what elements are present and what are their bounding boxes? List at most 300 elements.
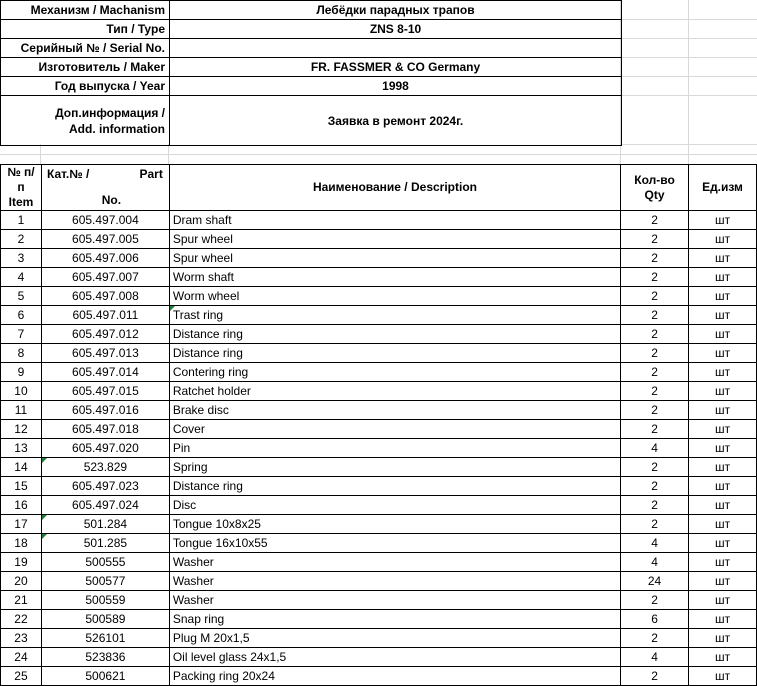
- cell-text: 2: [651, 669, 658, 683]
- quantity-cell[interactable]: [621, 325, 689, 344]
- cell-text: 5: [17, 289, 25, 303]
- cell-text: 605.497.005: [72, 232, 139, 246]
- part-number-cell[interactable]: [41, 458, 169, 477]
- cell-text: 1: [17, 213, 25, 227]
- item-number-cell[interactable]: [1, 249, 42, 268]
- table-row: [1, 268, 757, 287]
- header-info-label[interactable]: Изготовитель / Maker: [1, 58, 170, 77]
- item-number-cell[interactable]: [1, 268, 42, 287]
- header-info-row: [1, 20, 622, 39]
- cell-text: 6: [651, 612, 658, 626]
- unit-cell[interactable]: [689, 268, 757, 287]
- unit-cell[interactable]: [689, 439, 757, 458]
- table-row: [1, 382, 757, 401]
- cell-text: 2: [651, 403, 658, 417]
- description-cell[interactable]: [169, 344, 620, 363]
- part-number-cell[interactable]: [41, 591, 169, 610]
- unit-cell[interactable]: [689, 515, 757, 534]
- cell-text: 523.829: [83, 460, 128, 474]
- col-unit-header[interactable]: Ед.изм: [689, 165, 757, 211]
- cell-text: 2: [651, 270, 658, 284]
- unit-cell[interactable]: [689, 306, 757, 325]
- cell-text: 4: [651, 555, 658, 569]
- unit-cell[interactable]: [689, 496, 757, 515]
- cell-text: 25: [14, 669, 28, 683]
- part-number-cell[interactable]: [41, 496, 169, 515]
- description-cell[interactable]: [169, 439, 620, 458]
- quantity-cell[interactable]: [621, 382, 689, 401]
- quantity-cell[interactable]: [621, 306, 689, 325]
- cell-text: Oil level glass 24x1,5: [172, 650, 287, 664]
- part-number-cell[interactable]: [41, 667, 169, 686]
- cell-text: шт: [714, 574, 731, 588]
- item-number-cell[interactable]: [1, 534, 42, 553]
- quantity-cell[interactable]: [621, 648, 689, 667]
- quantity-cell[interactable]: [621, 249, 689, 268]
- quantity-cell[interactable]: [621, 629, 689, 648]
- unit-cell[interactable]: [689, 458, 757, 477]
- description-cell[interactable]: [169, 477, 620, 496]
- cell-text: шт: [714, 517, 731, 531]
- cell-text: 605.497.018: [72, 422, 139, 436]
- cell-text: 24: [647, 574, 662, 588]
- description-cell[interactable]: [169, 534, 620, 553]
- unit-cell[interactable]: [689, 534, 757, 553]
- part-number-cell[interactable]: [41, 401, 169, 420]
- cell-text: шт: [714, 232, 731, 246]
- unit-cell[interactable]: [689, 230, 757, 249]
- cell-text: 500555: [85, 555, 126, 569]
- cell-text: 8: [17, 346, 25, 360]
- quantity-cell[interactable]: [621, 572, 689, 591]
- cell-text: 16: [14, 498, 28, 512]
- cell-text: 7: [17, 327, 25, 341]
- cell-text: 605.497.007: [72, 270, 139, 284]
- unit-cell[interactable]: [689, 572, 757, 591]
- quantity-cell[interactable]: [621, 496, 689, 515]
- description-cell[interactable]: [169, 382, 620, 401]
- table-row: [1, 496, 757, 515]
- unit-cell[interactable]: [689, 648, 757, 667]
- part-number-cell[interactable]: [41, 382, 169, 401]
- item-number-cell[interactable]: [1, 515, 42, 534]
- table-row: [1, 363, 757, 382]
- cell-text: 19: [14, 555, 28, 569]
- cell-text: шт: [714, 270, 731, 284]
- table-row: [1, 458, 757, 477]
- quantity-cell[interactable]: [621, 534, 689, 553]
- cell-text: 6: [17, 308, 25, 322]
- item-number-cell[interactable]: [1, 496, 42, 515]
- cell-text: шт: [714, 289, 731, 303]
- header-info-label[interactable]: Год выпуска / Year: [1, 77, 170, 96]
- description-cell[interactable]: [169, 268, 620, 287]
- cell-text: Contering ring: [172, 365, 249, 379]
- cell-text: 2: [651, 346, 658, 360]
- part-number-cell[interactable]: [41, 477, 169, 496]
- cell-text: 605.497.004: [72, 213, 139, 227]
- cell-text: шт: [714, 631, 731, 645]
- cell-text: Distance ring: [172, 327, 243, 341]
- cell-text: 2: [651, 631, 658, 645]
- col-description-header[interactable]: Наименование / Description: [169, 165, 620, 211]
- description-cell[interactable]: [169, 401, 620, 420]
- description-cell[interactable]: [169, 629, 620, 648]
- cell-text: 501.284: [83, 517, 128, 531]
- item-number-cell[interactable]: [1, 382, 42, 401]
- cell-text: шт: [714, 403, 731, 417]
- cell-text: 605.497.023: [72, 479, 139, 493]
- cell-text: шт: [714, 213, 731, 227]
- quantity-cell[interactable]: [621, 591, 689, 610]
- cell-text: 2: [651, 213, 658, 227]
- description-cell[interactable]: [169, 287, 620, 306]
- part-number-cell[interactable]: [41, 249, 169, 268]
- item-number-cell[interactable]: [1, 553, 42, 572]
- cell-text: шт: [714, 593, 731, 607]
- header-info-value[interactable]: Лебёдки парадных трапов: [170, 1, 622, 20]
- cell-text: 4: [17, 270, 25, 284]
- item-number-cell[interactable]: [1, 572, 42, 591]
- comment-marker-icon: [42, 534, 47, 539]
- cell-text: Distance ring: [172, 346, 243, 360]
- item-number-cell[interactable]: [1, 363, 42, 382]
- cell-text: 605.497.013: [72, 346, 139, 360]
- cell-text: 2: [651, 422, 658, 436]
- description-cell[interactable]: [169, 363, 620, 382]
- quantity-cell[interactable]: [621, 458, 689, 477]
- header-info-label[interactable]: Серийный № / Serial No.: [1, 39, 170, 58]
- quantity-cell[interactable]: [621, 401, 689, 420]
- cell-text: шт: [714, 384, 731, 398]
- cell-text: 4: [651, 536, 658, 550]
- part-number-cell[interactable]: [41, 610, 169, 629]
- parts-table: [0, 164, 757, 686]
- table-row: [1, 648, 757, 667]
- unit-cell[interactable]: [689, 477, 757, 496]
- part-number-cell[interactable]: [41, 648, 169, 667]
- col-qty-header[interactable]: Кол-во Qty: [621, 165, 689, 211]
- description-cell[interactable]: [169, 249, 620, 268]
- item-number-cell[interactable]: [1, 648, 42, 667]
- quantity-cell[interactable]: [621, 477, 689, 496]
- part-number-cell[interactable]: [41, 420, 169, 439]
- description-cell[interactable]: [169, 325, 620, 344]
- cell-text: Pin: [172, 441, 191, 455]
- cell-text: Spur wheel: [172, 251, 233, 265]
- comment-marker-icon: [42, 458, 47, 463]
- header-info-value[interactable]: [170, 39, 622, 58]
- cell-text: 2: [651, 384, 658, 398]
- part-number-cell[interactable]: [41, 230, 169, 249]
- table-row: [1, 230, 757, 249]
- description-cell[interactable]: [169, 667, 620, 686]
- cell-text: 2: [651, 593, 658, 607]
- part-number-cell[interactable]: [41, 306, 169, 325]
- cell-text: шт: [714, 422, 731, 436]
- description-cell[interactable]: [169, 306, 620, 325]
- cell-text: Spring: [172, 460, 208, 474]
- cell-text: шт: [714, 346, 731, 360]
- cell-text: Distance ring: [172, 479, 243, 493]
- item-number-cell[interactable]: [1, 439, 42, 458]
- cell-text: 605.497.016: [72, 403, 139, 417]
- item-number-cell[interactable]: [1, 325, 42, 344]
- quantity-cell[interactable]: [621, 363, 689, 382]
- cell-text: 500589: [85, 612, 126, 626]
- unit-cell[interactable]: [689, 344, 757, 363]
- cell-text: Worm shaft: [172, 270, 234, 284]
- item-number-cell[interactable]: [1, 230, 42, 249]
- unit-cell[interactable]: [689, 591, 757, 610]
- cell-text: 18: [14, 536, 28, 550]
- cell-text: шт: [714, 308, 731, 322]
- table-row: [1, 306, 757, 325]
- part-number-cell[interactable]: [41, 325, 169, 344]
- item-number-cell[interactable]: [1, 458, 42, 477]
- description-cell[interactable]: [169, 648, 620, 667]
- cell-text: 2: [651, 517, 658, 531]
- cell-text: Cover: [172, 422, 205, 436]
- unit-cell[interactable]: [689, 420, 757, 439]
- header-info-label[interactable]: Тип / Type: [1, 20, 170, 39]
- part-number-cell[interactable]: [41, 268, 169, 287]
- comment-marker-icon: [42, 515, 47, 520]
- cell-text: шт: [714, 365, 731, 379]
- unit-cell[interactable]: [689, 553, 757, 572]
- cell-text: шт: [714, 441, 731, 455]
- cell-text: Ratchet holder: [172, 384, 251, 398]
- cell-text: Washer: [172, 555, 214, 569]
- table-row: [1, 591, 757, 610]
- part-number-cell[interactable]: [41, 363, 169, 382]
- cell-text: 2: [651, 289, 658, 303]
- description-cell[interactable]: [169, 610, 620, 629]
- table-row: [1, 534, 757, 553]
- cell-text: шт: [714, 650, 731, 664]
- header-info-value[interactable]: FR. FASSMER & CO Germany: [170, 58, 622, 77]
- cell-text: 10: [14, 384, 28, 398]
- table-row: [1, 211, 757, 230]
- cell-text: Tongue 16x10x55: [172, 536, 268, 550]
- item-number-cell[interactable]: [1, 287, 42, 306]
- cell-text: 2: [651, 251, 658, 265]
- cell-text: 605.497.006: [72, 251, 139, 265]
- cell-text: Tongue 10x8x25: [172, 517, 261, 531]
- description-cell[interactable]: [169, 230, 620, 249]
- cell-text: 2: [651, 232, 658, 246]
- cell-text: 2: [651, 365, 658, 379]
- part-number-cell[interactable]: [41, 344, 169, 363]
- item-number-cell[interactable]: [1, 344, 42, 363]
- part-number-cell[interactable]: [41, 629, 169, 648]
- item-number-cell[interactable]: [1, 629, 42, 648]
- header-info-label[interactable]: Механизм / Machanism: [1, 1, 170, 20]
- table-row: [1, 344, 757, 363]
- quantity-cell[interactable]: [621, 439, 689, 458]
- cell-text: 11: [14, 403, 28, 417]
- additional-info-label[interactable]: Доп.информация / Add. information: [1, 96, 170, 146]
- header-info-value[interactable]: ZNS 8-10: [170, 20, 622, 39]
- cell-text: 2: [651, 327, 658, 341]
- cell-text: 605.497.008: [72, 289, 139, 303]
- cell-text: 9: [17, 365, 25, 379]
- header-info-row: [1, 77, 622, 96]
- quantity-cell[interactable]: [621, 344, 689, 363]
- cell-text: 12: [14, 422, 28, 436]
- cell-text: шт: [714, 251, 731, 265]
- header-extra-row: [1, 96, 622, 146]
- quantity-cell[interactable]: [621, 420, 689, 439]
- additional-info-value[interactable]: Заявка в ремонт 2024г.: [170, 96, 622, 146]
- cell-text: 21: [14, 593, 28, 607]
- cell-text: Trast ring: [172, 308, 224, 322]
- item-number-cell[interactable]: [1, 306, 42, 325]
- cell-text: 22: [14, 612, 28, 626]
- cell-text: Plug M 20x1,5: [172, 631, 250, 645]
- col-part-header[interactable]: Кат.№ / Part No.: [41, 165, 169, 211]
- table-header-row: [1, 165, 757, 211]
- cell-text: 2: [17, 232, 25, 246]
- cell-text: шт: [714, 498, 731, 512]
- table-row: [1, 515, 757, 534]
- cell-text: 605.497.020: [72, 441, 139, 455]
- cell-text: Worm wheel: [172, 289, 240, 303]
- quantity-cell[interactable]: [621, 515, 689, 534]
- table-row: [1, 610, 757, 629]
- quantity-cell[interactable]: [621, 268, 689, 287]
- cell-text: 13: [14, 441, 28, 455]
- cell-text: 3: [17, 251, 25, 265]
- cell-text: 23: [14, 631, 28, 645]
- cell-text: 523836: [85, 650, 126, 664]
- cell-text: Snap ring: [172, 612, 225, 626]
- cell-text: 500559: [85, 593, 126, 607]
- description-cell[interactable]: [169, 591, 620, 610]
- table-row: [1, 572, 757, 591]
- cell-text: 605.497.012: [72, 327, 139, 341]
- description-cell[interactable]: [169, 458, 620, 477]
- unit-cell[interactable]: [689, 610, 757, 629]
- cell-text: 2: [651, 498, 658, 512]
- cell-text: Washer: [172, 574, 214, 588]
- part-number-cell[interactable]: [41, 287, 169, 306]
- part-number-cell[interactable]: [41, 211, 169, 230]
- description-cell[interactable]: [169, 572, 620, 591]
- quantity-cell[interactable]: [621, 553, 689, 572]
- comment-marker-icon: [170, 306, 175, 311]
- cell-text: 605.497.011: [72, 308, 139, 322]
- cell-text: шт: [714, 327, 731, 341]
- cell-text: 605.497.014: [72, 365, 139, 379]
- cell-text: шт: [714, 479, 731, 493]
- table-row: [1, 629, 757, 648]
- cell-text: 14: [14, 460, 28, 474]
- header-info-row: [1, 58, 622, 77]
- cell-text: 526101: [85, 631, 126, 645]
- cell-text: Packing ring 20x24: [172, 669, 275, 683]
- cell-text: Spur wheel: [172, 232, 233, 246]
- cell-text: 4: [651, 441, 658, 455]
- table-row: [1, 287, 757, 306]
- cell-text: Disc: [172, 498, 197, 512]
- header-info-table: [0, 0, 622, 146]
- unit-cell[interactable]: [689, 629, 757, 648]
- part-number-cell[interactable]: [41, 572, 169, 591]
- cell-text: шт: [714, 612, 731, 626]
- description-cell[interactable]: [169, 496, 620, 515]
- item-number-cell[interactable]: [1, 477, 42, 496]
- unit-cell[interactable]: [689, 249, 757, 268]
- item-number-cell[interactable]: [1, 667, 42, 686]
- table-row: [1, 249, 757, 268]
- table-row: [1, 439, 757, 458]
- cell-text: 4: [651, 650, 658, 664]
- cell-text: 2: [651, 460, 658, 474]
- cell-text: шт: [714, 669, 731, 683]
- cell-text: Washer: [172, 593, 214, 607]
- cell-text: 500577: [85, 574, 126, 588]
- item-number-cell[interactable]: [1, 420, 42, 439]
- part-number-cell[interactable]: [41, 439, 169, 458]
- cell-text: 605.497.015: [72, 384, 139, 398]
- description-cell[interactable]: [169, 420, 620, 439]
- cell-text: 500621: [85, 669, 126, 683]
- description-cell[interactable]: [169, 553, 620, 572]
- table-row: [1, 553, 757, 572]
- unit-cell[interactable]: [689, 287, 757, 306]
- quantity-cell[interactable]: [621, 610, 689, 629]
- quantity-cell[interactable]: [621, 230, 689, 249]
- quantity-cell[interactable]: [621, 211, 689, 230]
- header-info-value[interactable]: 1998: [170, 77, 622, 96]
- table-row: [1, 401, 757, 420]
- cell-text: Brake disc: [172, 403, 229, 417]
- unit-cell[interactable]: [689, 382, 757, 401]
- cell-text: шт: [714, 460, 731, 474]
- table-row: [1, 667, 757, 686]
- quantity-cell[interactable]: [621, 287, 689, 306]
- unit-cell[interactable]: [689, 325, 757, 344]
- quantity-cell[interactable]: [621, 667, 689, 686]
- unit-cell[interactable]: [689, 211, 757, 230]
- cell-text: 605.497.024: [72, 498, 139, 512]
- part-number-cell[interactable]: [41, 553, 169, 572]
- part-number-cell[interactable]: [41, 515, 169, 534]
- cell-text: 20: [14, 574, 28, 588]
- header-info-row: [1, 1, 622, 20]
- cell-text: 501.285: [83, 536, 128, 550]
- unit-cell[interactable]: [689, 363, 757, 382]
- part-number-cell[interactable]: [41, 534, 169, 553]
- description-cell[interactable]: [169, 211, 620, 230]
- cell-text: 2: [651, 479, 658, 493]
- item-number-cell[interactable]: [1, 401, 42, 420]
- item-number-cell[interactable]: [1, 211, 42, 230]
- cell-text: шт: [714, 536, 731, 550]
- unit-cell[interactable]: [689, 401, 757, 420]
- header-info-row: [1, 39, 622, 58]
- item-number-cell[interactable]: [1, 591, 42, 610]
- table-row: [1, 477, 757, 496]
- item-number-cell[interactable]: [1, 610, 42, 629]
- unit-cell[interactable]: [689, 667, 757, 686]
- col-item-header[interactable]: № п/п Item: [1, 165, 42, 211]
- description-cell[interactable]: [169, 515, 620, 534]
- cell-text: 15: [14, 479, 28, 493]
- cell-text: Dram shaft: [172, 213, 232, 227]
- table-row: [1, 325, 757, 344]
